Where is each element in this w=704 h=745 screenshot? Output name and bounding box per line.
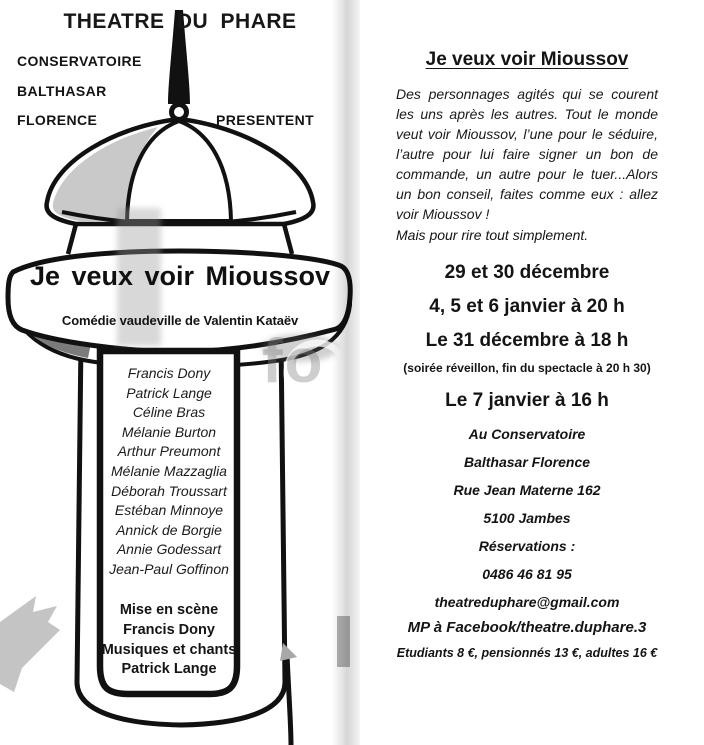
cast-member: Jean-Paul Goffinon [109,560,229,577]
facebook-contact: MP à Facebook/theatre.duphare.3 [407,619,647,636]
spire-ring [172,105,187,120]
page-fold-shade [332,0,360,745]
cast-member: Mélanie Mazzaglia [111,462,227,479]
credit-name: Francis Dony [123,621,215,638]
show-date: 4, 5 et 6 janvier à 20 h [429,296,625,317]
credit-name: Patrick Lange [121,661,217,678]
org-line-conservatoire: CONSERVATOIRE [17,53,142,69]
cast-member: Annie Godessart [116,541,222,558]
cast-member: Mélanie Burton [121,423,217,440]
cast-member: Déborah Troussart [111,482,227,499]
org-line-balthasar: BALTHASAR [17,83,107,99]
reservations-label: Réservations : [478,538,576,554]
show-title-heading: Je veux voir Mioussov [425,49,629,70]
shadow-arrow-shape [0,596,60,692]
banner-subtitle: Comédie vaudeville de Valentin Kataëv [61,313,299,328]
cast-member: Arthur Preumont [117,443,221,460]
cast-member: Céline Bras [132,404,206,421]
show-date: 29 et 30 décembre [444,262,610,283]
show-date: Le 7 janvier à 16 h [445,390,609,411]
venue-city: 5100 Jambes [483,510,571,526]
synopsis-paragraph: Des personnages agités qui se courent les uns après les autres. Tout le monde veut voir Mioussov, l’une pour le séduire, l’autre pour lui faire signer un bon de commande, un autre pour le tuer...Alors un bon conseil, faites comme eux : allez voir Mioussov ! [396,86,658,222]
cast-member: Annick de Borgie [116,521,222,538]
venue-name: Balthasar Florence [463,454,591,470]
phone-number: 0486 46 81 95 [482,566,572,582]
venue-name: Au Conservatoire [468,426,586,442]
credit-role: Musiques et chants [101,641,237,658]
cast-member: Estéban Minnoye [114,502,224,519]
cast-member: Patrick Lange [126,384,212,401]
poster-title: THEATRE DU PHARE [63,10,297,33]
cast-list [100,364,238,580]
credits-block [98,601,240,680]
credit-role: Mise en scène [119,602,219,618]
org-line-florence: FLORENCE [17,112,98,128]
venue-street: Rue Jean Materne 162 [453,482,601,498]
tagline: Mais pour rire tout simplement. [396,227,589,243]
show-date: Le 31 décembre à 18 h [425,330,629,351]
presents-label: PRESENTENT [216,112,315,128]
cast-member: Francis Dony [127,365,211,381]
date-note: (soirée réveillon, fin du spectacle à 20 h 30) [403,361,651,375]
ticket-prices: Etudiants 8 €, pensionnés 13 €, adultes 16 € [396,646,658,660]
email-address: theatreduphare@gmail.com [434,594,620,610]
banner-show-title: Je veux voir Mioussov [29,261,331,291]
watermark-text: fo [262,327,325,396]
